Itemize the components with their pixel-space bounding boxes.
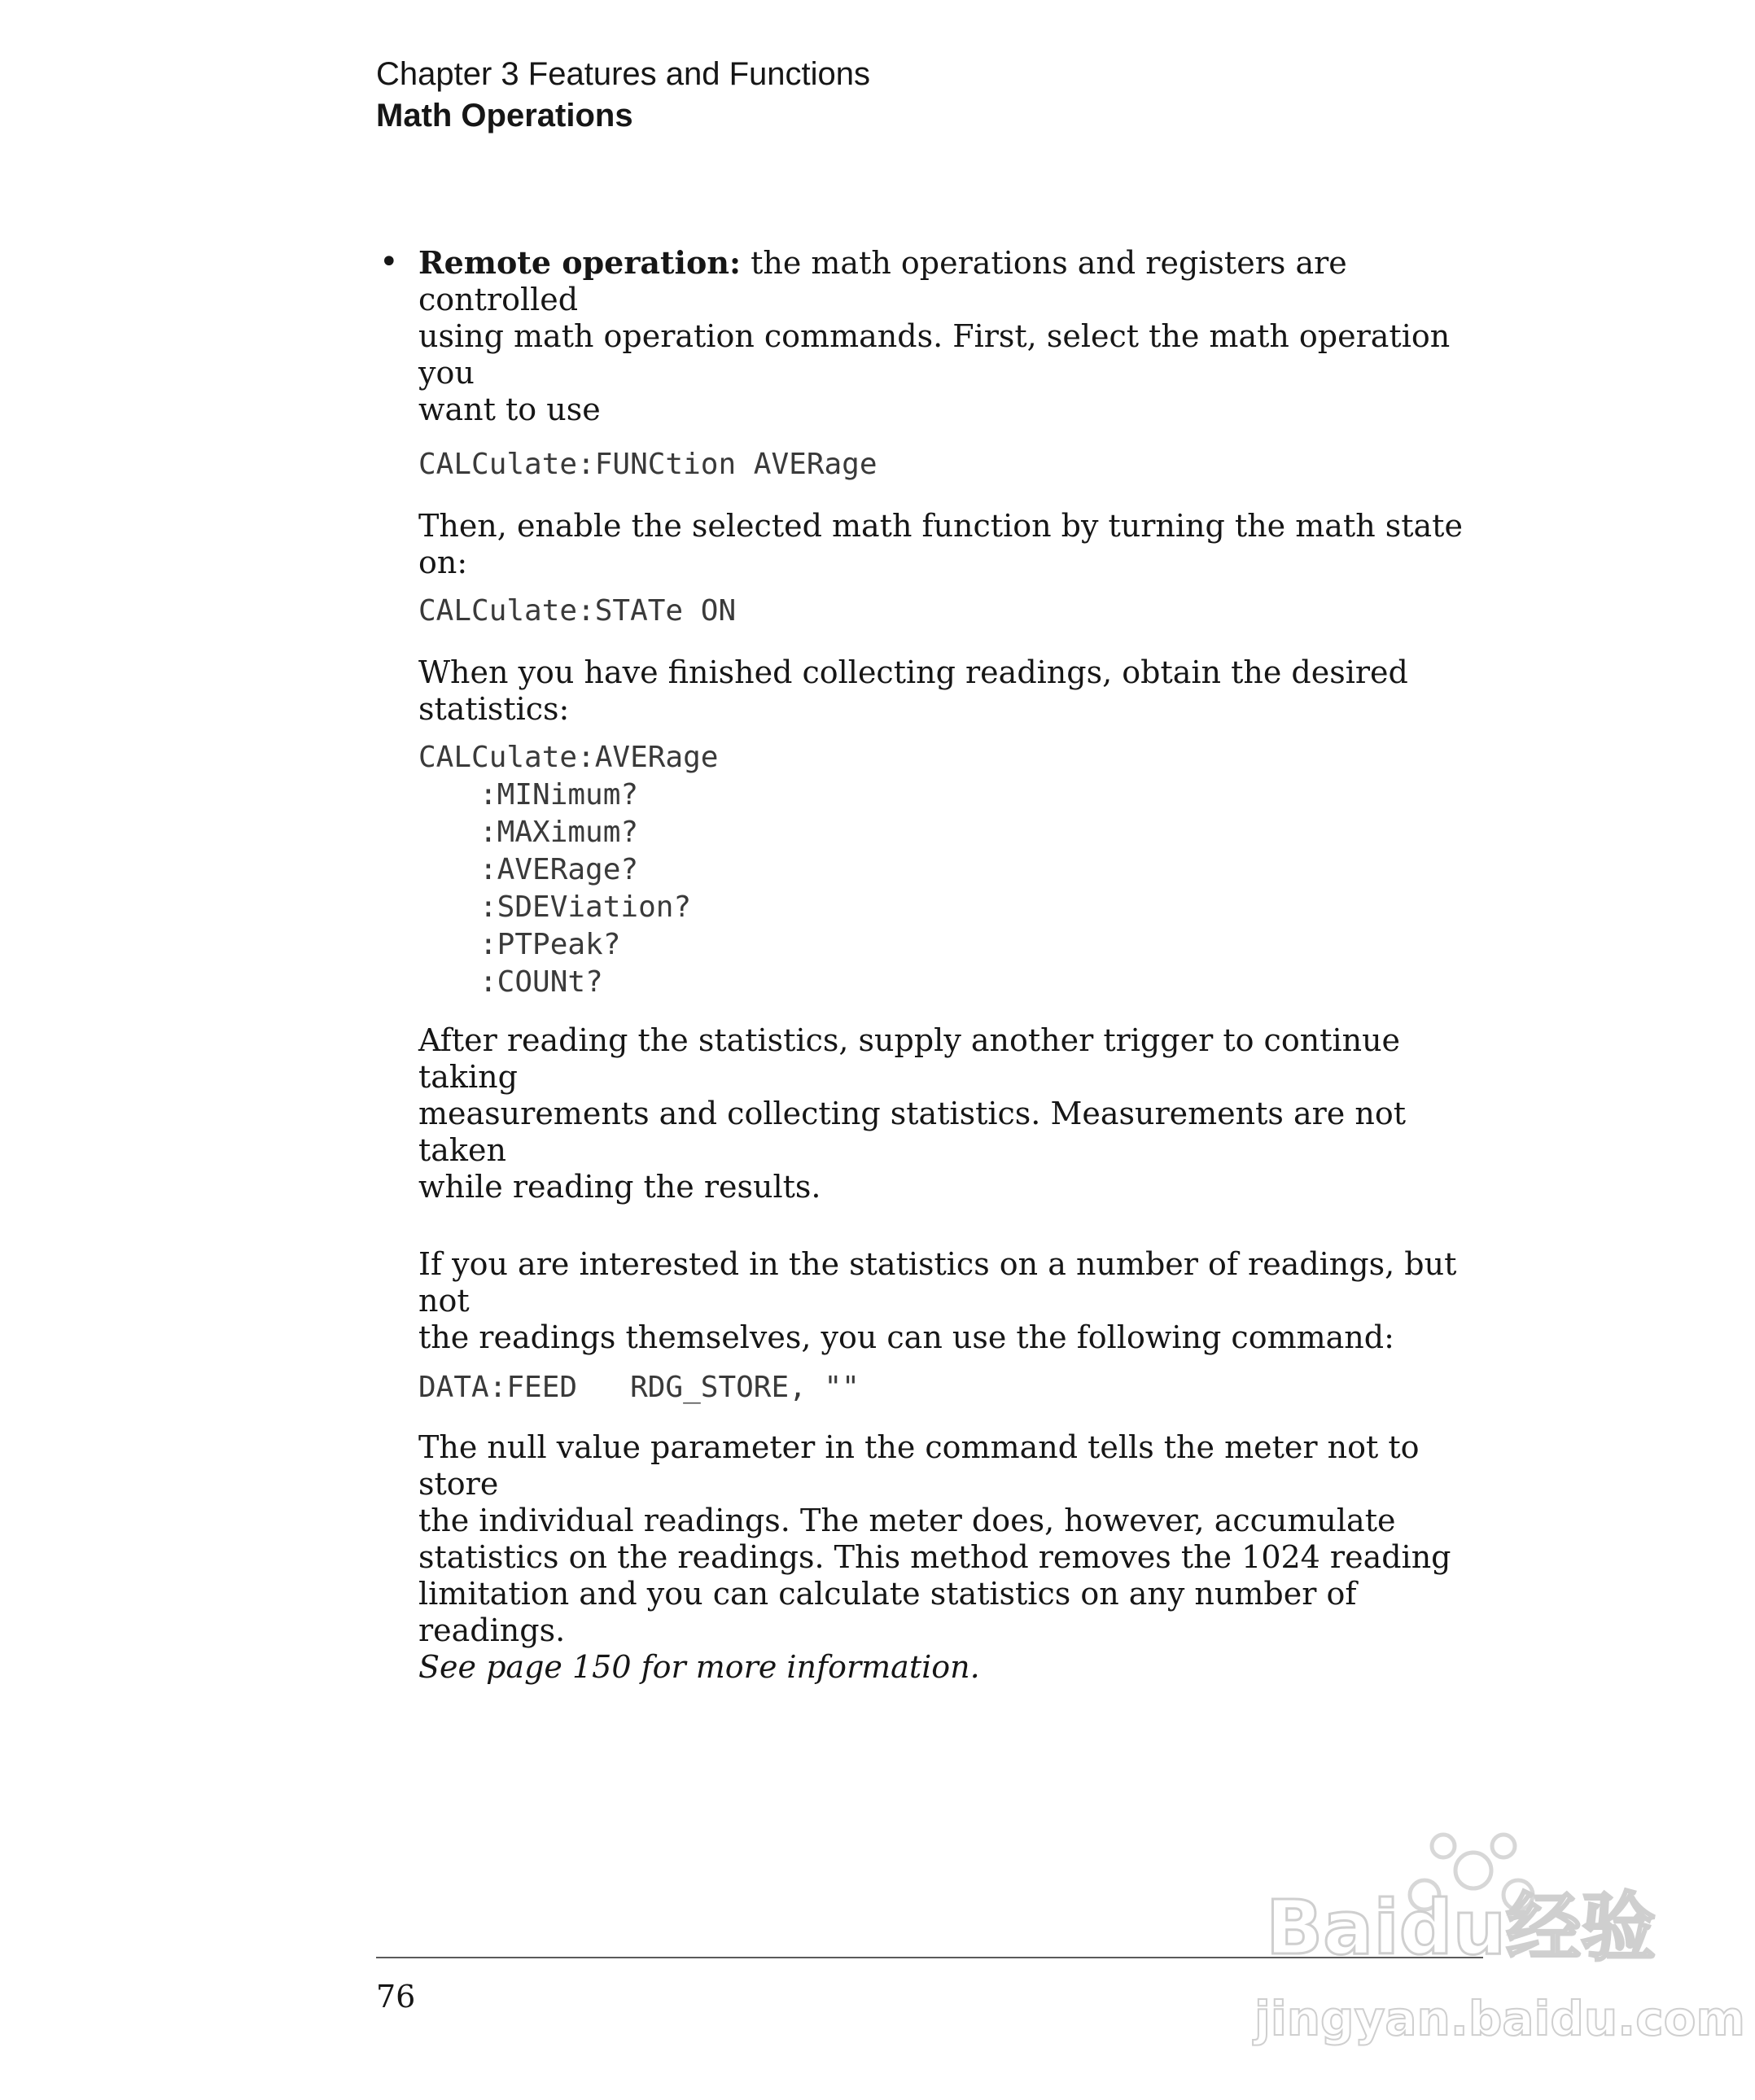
para-finished-collecting: When you have finished collecting readings, obtain the desired statistics: — [418, 654, 1408, 727]
para-null-line1: The null value parameter in the command tells the meter not to store — [418, 1429, 1420, 1502]
para-interested — [418, 1246, 1483, 1356]
baidu-watermark-logo — [1250, 1831, 1745, 2051]
code-sub-sdeviation: :SDEViation? — [479, 890, 692, 924]
main-content — [376, 244, 1483, 1686]
watermark-brand-text: Baidu经验 — [1266, 1884, 1657, 1971]
remote-operation-text-line1: the math operations and registers are controlled — [418, 245, 1347, 317]
code-calculate-function: CALCulate:FUNCtion AVERage — [418, 448, 878, 481]
see-page-reference: See page 150 for more information. — [418, 1649, 980, 1685]
para-null-line3: statistics on the readings. This method removes the 1024 reading — [418, 1539, 1451, 1575]
para-interested-line1: If you are interested in the statistics on a number of readings, but not — [418, 1246, 1457, 1319]
code-sub-minimum: :MINimum? — [479, 778, 639, 812]
para-after-reading — [418, 1022, 1483, 1205]
para-interested-line2: the readings themselves, you can use the following command: — [418, 1319, 1394, 1355]
page-number: 76 — [376, 1979, 416, 2015]
bullet-remote-operation — [376, 244, 1483, 1686]
code-data-feed: DATA:FEED RDG_STORE, "" — [418, 1371, 860, 1404]
remote-operation-text-line2: using math operation commands. First, select the math operation you — [418, 318, 1451, 391]
code-calculate-average: CALCulate:AVERage — [418, 741, 719, 774]
remote-operation-paragraph — [418, 244, 1483, 428]
section-title: Math Operations — [376, 98, 633, 133]
para-enable-math: Then, enable the selected math function by turning the math state on: — [418, 508, 1463, 580]
code-sub-average: :AVERage? — [479, 853, 639, 886]
bullet-dot-icon: • — [379, 243, 399, 281]
code-sub-ptpeak: :PTPeak? — [479, 928, 621, 961]
watermark-url-text: jingyan.baidu.com — [1254, 1991, 1745, 2046]
para-after-line3: while reading the results. — [418, 1169, 821, 1205]
para-after-line2: measurements and collecting statistics. Measurements are not taken — [418, 1096, 1406, 1168]
para-null-line2: the individual readings. The meter does, however, accumulate — [418, 1503, 1396, 1538]
page-header — [376, 54, 870, 137]
code-sub-count: :COUNt? — [479, 965, 603, 999]
code-sub-maximum: :MAXimum? — [479, 816, 639, 849]
para-null-line4: limitation and you can calculate statistics on any number of readings. — [418, 1576, 1357, 1648]
code-block-statistics — [418, 739, 1483, 1001]
para-null-value — [418, 1429, 1483, 1686]
chapter-title: Chapter 3 Features and Functions — [376, 56, 871, 92]
remote-operation-text-line3: want to use — [418, 392, 601, 427]
remote-operation-lead: Remote operation: — [418, 244, 741, 281]
para-after-line1: After reading the statistics, supply another trigger to continue taking — [418, 1022, 1401, 1095]
code-calculate-state: CALCulate:STATe ON — [418, 594, 737, 628]
